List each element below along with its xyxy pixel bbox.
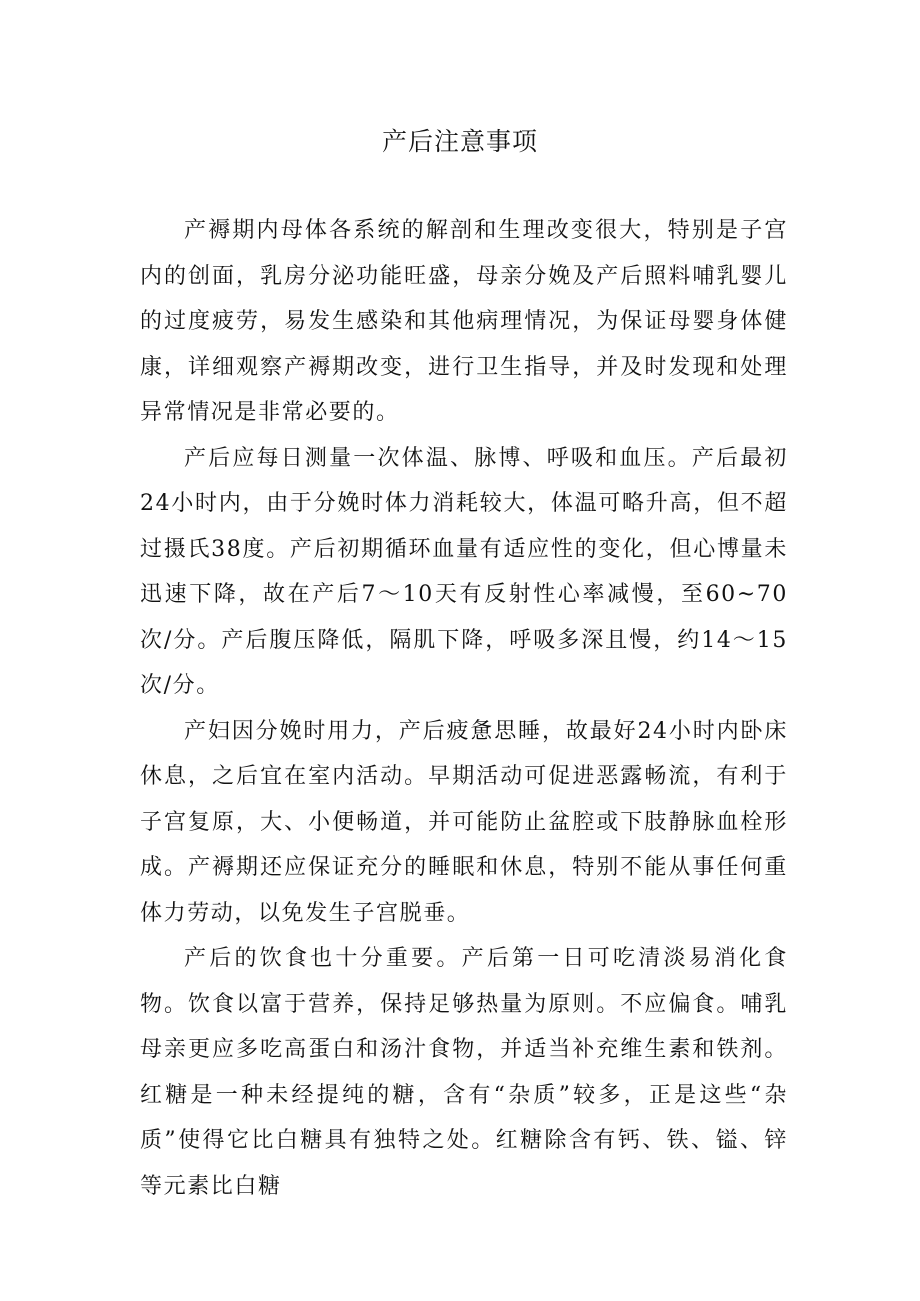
document-body bbox=[140, 208, 788, 1209]
paragraph-rest-activity: 产妇因分娩时用力，产后疲惫思睡，故最好24小时内卧床休息，之后宜在室内活动。早期活动可促进恶露畅流，有利于子宫复原，大、小便畅道，并可能防止盆腔或下肢静脉血栓形成。产褥期还应保证充分的睡眠和休息，特别不能从事任何重体力劳动，以免发生子宫脱垂。 bbox=[140, 718, 788, 926]
document-title: 产后注意事项 bbox=[381, 127, 538, 156]
paragraph-intro: 产褥期内母体各系统的解剖和生理改变很大，特别是子宫内的创面，乳房分泌功能旺盛，母亲分娩及产后照料哺乳婴儿的过度疲劳，易发生感染和其他病理情况，为保证母婴身体健康，详细观察产褥期改变，进行卫生指导，并及时发现和处理异常情况是非常必要的。 bbox=[140, 218, 788, 425]
paragraph-vital-signs: 产后应每日测量一次体温、脉博、呼吸和血压。产后最初24小时内，由于分娩时体力消耗较大，体温可略升高，但不超过摄氏38度。产后初期循环血量有适应性的变化，但心博量未迅速下降，故在产后7〜10天有反射性心率减慢，至60~70次/分。产后腹压降低，隔肌下降，呼吸多深且慢，约14〜15次/分。 bbox=[140, 445, 788, 698]
paragraph-diet: 产后的饮食也十分重要。产后第一日可吃清淡易消化食物。饮食以富于营养，保持足够热量为原则。不应偏食。哺乳母亲更应多吃高蛋白和汤汁食物，并适当补充维生素和铁剂。红糖是一种未经提纯的糖，含有“杂质”较多，正是这些“杂质”使得它比白糖具有独特之处。红糖除含有钙、铁、镒、锌等元素比白糖 bbox=[140, 946, 788, 1199]
